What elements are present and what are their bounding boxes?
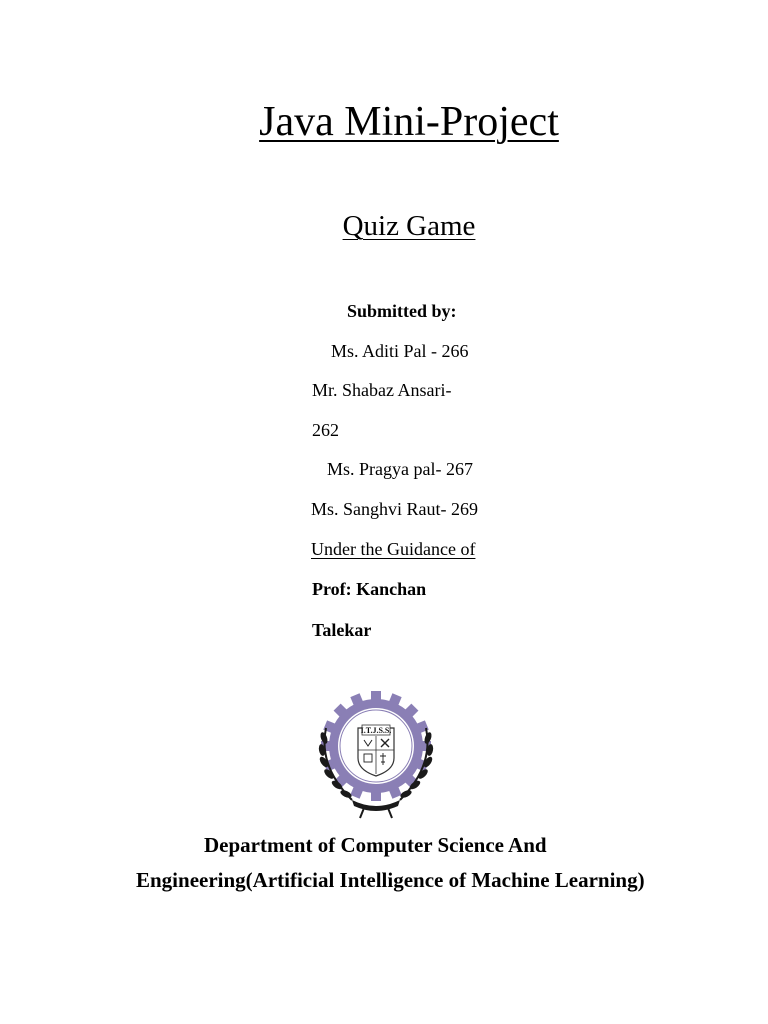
college-emblem-icon	[312, 688, 440, 822]
emblem-acronym: I.T.J.S.S.	[360, 726, 392, 735]
student-line: Ms. Aditi Pal - 266	[331, 341, 469, 361]
department-line: Engineering(Artificial Intelligence of Machine Learning)	[136, 868, 645, 892]
student-line: Ms. Pragya pal- 267	[327, 459, 473, 479]
guidance-label: Under the Guidance of	[311, 539, 476, 559]
guide-name: Talekar	[312, 620, 372, 640]
guide-name: Prof: Kanchan	[312, 579, 427, 599]
project-subtitle: Quiz Game	[342, 210, 476, 242]
department-line: Department of Computer Science And	[204, 833, 547, 857]
student-line: Mr. Shabaz Ansari-	[312, 380, 452, 400]
student-line: Ms. Sanghvi Raut- 269	[311, 499, 479, 519]
student-line: 262	[312, 420, 339, 440]
page-title: Java Mini-Project	[259, 99, 559, 145]
submitted-by-label: Submitted by:	[347, 301, 457, 321]
